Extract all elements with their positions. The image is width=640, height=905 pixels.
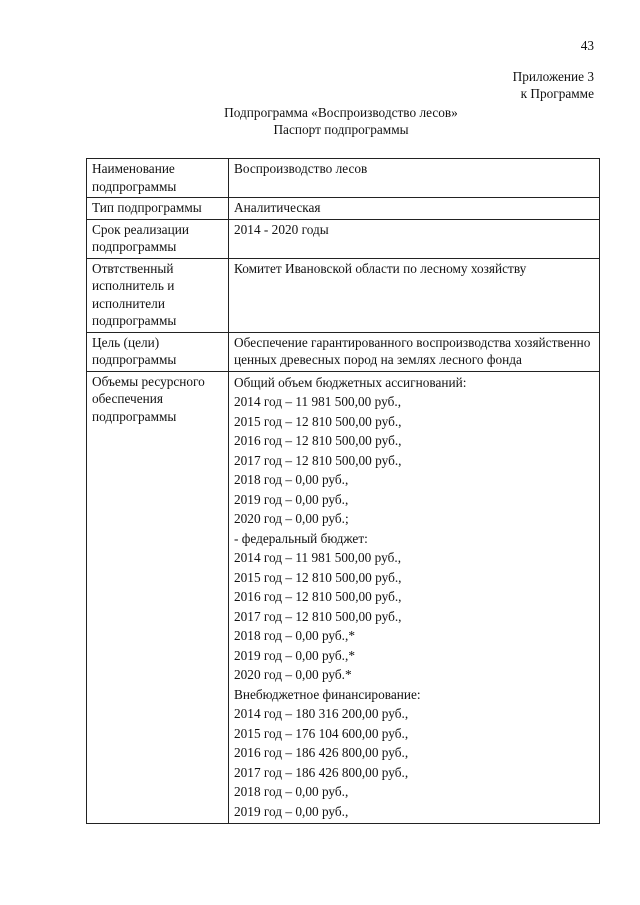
funding-line: 2014 год – 11 981 500,00 руб.,	[234, 394, 402, 409]
funding-line: 2015 год – 12 810 500,00 руб.,	[234, 413, 402, 429]
subprogram-title: Подпрограмма «Воспроизводство лесов»	[224, 105, 458, 120]
funding-line: 2015 год – 12 810 500,00 руб.,	[234, 569, 402, 585]
row-label: Объемы ресурсного обеспечения подпрограммы	[87, 371, 229, 824]
funding-line: 2018 год – 0,00 руб.,	[234, 784, 349, 799]
row-label: Отвтственный исполнитель и исполнители подпрограммы	[87, 258, 229, 332]
row-value: Комитет Ивановской области по лесному хозяйству	[229, 258, 600, 332]
funding-line: 2019 год – 0,00 руб.,	[234, 491, 349, 507]
funding-line: 2014 год – 11 981 500,00 руб.,	[234, 550, 402, 565]
passport-table	[86, 158, 600, 824]
funding-line: 2019 год – 0,00 руб.,	[234, 803, 349, 819]
appendix-note	[513, 68, 594, 102]
funding-line: 2016 год – 12 810 500,00 руб.,	[234, 589, 402, 604]
row-value: Воспроизводство лесов	[229, 159, 600, 198]
row-value: Обеспечение гарантированного воспроизводства хозяйственно ценных древесных пород на землях лесного фонда	[229, 332, 600, 371]
table-row	[87, 219, 600, 258]
table-row	[87, 198, 600, 220]
table-row	[87, 371, 600, 824]
passport-title: Паспорт подпрограммы	[273, 122, 409, 137]
funding-line: Внебюджетное финансирование:	[234, 686, 421, 702]
funding-line: 2017 год – 186 426 800,00 руб.,	[234, 764, 409, 780]
row-label: Цель (цели) подпрограммы	[87, 332, 229, 371]
funding-line: 2020 год – 0,00 руб.*	[234, 667, 352, 682]
funding-line: - федеральный бюджет:	[234, 530, 368, 546]
funding-line: 2016 год – 186 426 800,00 руб.,	[234, 745, 409, 760]
funding-line: 2018 год – 0,00 руб.,	[234, 472, 349, 487]
funding-line: 2017 год – 12 810 500,00 руб.,	[234, 452, 402, 468]
funding-line: 2019 год – 0,00 руб.,*	[234, 647, 355, 663]
funding-line: Общий объем бюджетных ассигнований:	[234, 374, 467, 390]
funding-line: 2016 год – 12 810 500,00 руб.,	[234, 433, 402, 448]
row-value: Аналитическая	[229, 198, 600, 220]
page-number: 43	[580, 38, 594, 53]
table-row	[87, 159, 600, 198]
row-value: 2014 - 2020 годы	[229, 219, 600, 258]
funding-lines	[229, 371, 600, 824]
funding-line: 2015 год – 176 104 600,00 руб.,	[234, 725, 409, 741]
table-row	[87, 258, 600, 332]
funding-line: 2020 год – 0,00 руб.;	[234, 511, 349, 526]
document-heading	[86, 104, 596, 138]
row-label: Наименование подпрограммы	[87, 159, 229, 198]
table-row	[87, 332, 600, 371]
funding-line: 2014 год – 180 316 200,00 руб.,	[234, 706, 409, 721]
funding-line: 2017 год – 12 810 500,00 руб.,	[234, 608, 402, 624]
row-label: Тип подпрограммы	[87, 198, 229, 220]
appendix-line-1: Приложение 3	[512, 69, 594, 84]
appendix-line-2: к Программе	[520, 86, 594, 101]
row-label: Срок реализации подпрограммы	[87, 219, 229, 258]
funding-line: 2018 год – 0,00 руб.,*	[234, 628, 355, 643]
